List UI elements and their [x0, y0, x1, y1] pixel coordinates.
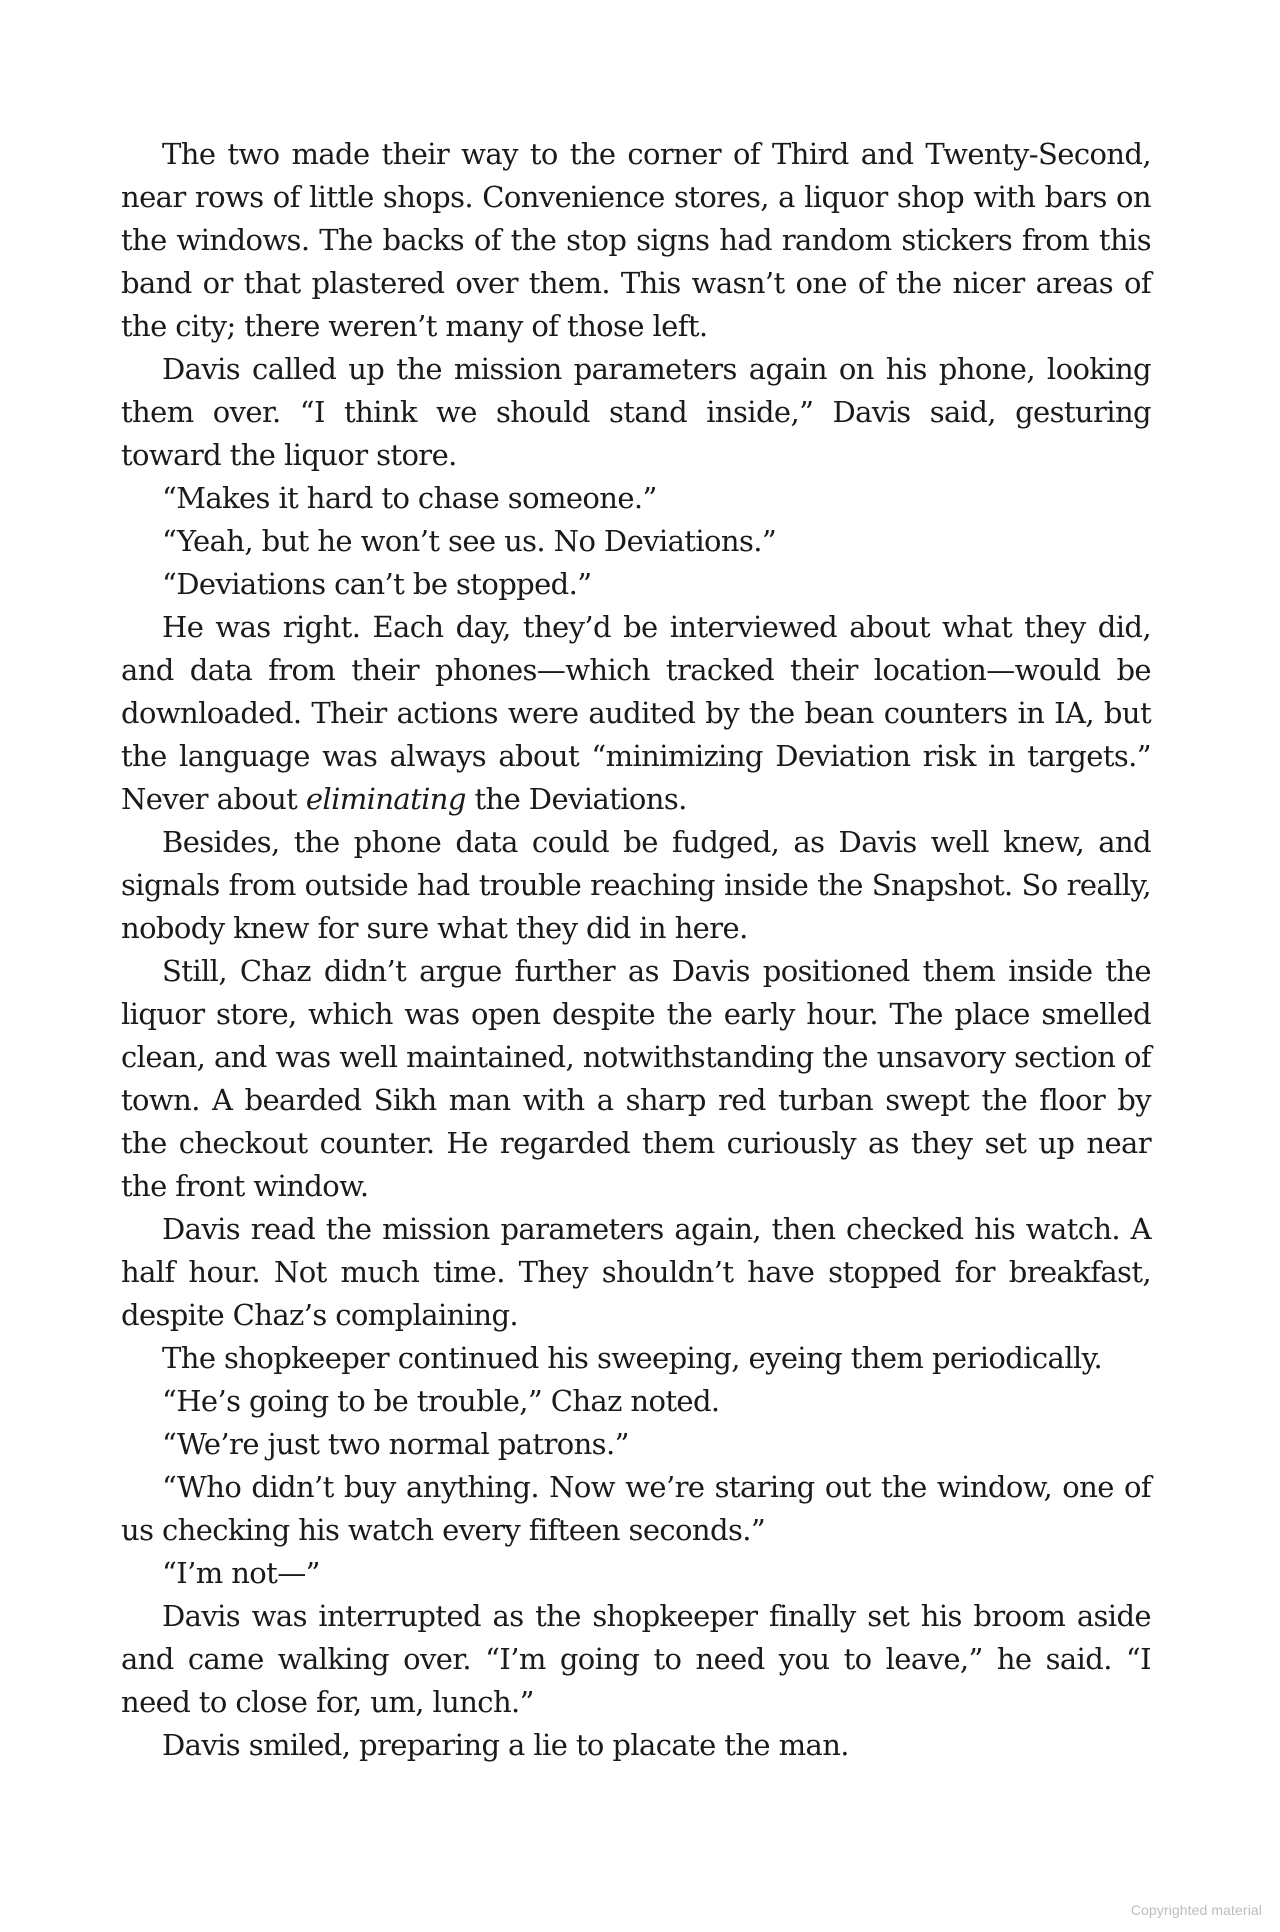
paragraph: Davis called up the mission parameters again on his phone, looking them over. “I think we should stand inside,” Davis said, gesturing toward the liquor store. [121, 352, 1151, 472]
body-text [121, 133, 1151, 1767]
paragraph: The shopkeeper continued his sweeping, eyeing them periodically. [162, 1341, 1103, 1375]
copyright-notice: Copyrighted material [1130, 1902, 1262, 1918]
paragraph-text: the Deviations. [465, 782, 687, 816]
paragraph: The two made their way to the corner of Third and Twenty-Second, near rows of little shops. Convenience stores, a liquor shop with bars on the windows. The backs of the stop signs had random stickers from this band or that plastered over them. This wasn’t one of the nicer areas of the city; there weren’t many of those left. [121, 137, 1151, 343]
paragraph: “Makes it hard to chase someone.” [162, 481, 657, 515]
paragraph: “Deviations can’t be stopped.” [162, 567, 592, 601]
paragraph: Still, Chaz didn’t argue further as Davis positioned them inside the liquor store, which was open despite the early hour. The place smelled clean, and was well maintained, notwithstanding the unsavory section of town. A bearded Sikh man with a sharp red turban swept the floor by the checkout counter. He regarded them curiously as they set up near the front window. [121, 954, 1151, 1203]
paragraph: Davis read the mission parameters again, then checked his watch. A half hour. Not much time. They shouldn’t have stopped for breakfast, despite Chaz’s complaining. [121, 1212, 1151, 1332]
paragraph: “I’m not—” [162, 1556, 320, 1590]
paragraph: “Yeah, but he won’t see us. No Deviations.” [162, 524, 777, 558]
paragraph-text: He was right. Each day, they’d be interviewed about what they did, and data from their phones—which tracked their location—would be downloaded. Their actions were audited by the bean counters in IA, but the language was always about “minimizing Deviation risk in targets.” Never about [121, 610, 1151, 816]
paragraph: Davis was interrupted as the shopkeeper finally set his broom aside and came walking over. “I’m going to need you to leave,” he said. “I need to close for, um, lunch.” [121, 1599, 1151, 1719]
paragraph: Davis smiled, preparing a lie to placate the man. [162, 1728, 849, 1762]
emphasized-word: eliminating [305, 782, 466, 816]
paragraph: “He’s going to be trouble,” Chaz noted. [162, 1384, 720, 1418]
paragraph: Besides, the phone data could be fudged, as Davis well knew, and signals from outside had trouble reaching inside the Snapshot. So really, nobody knew for sure what they did in here. [121, 825, 1151, 945]
paragraph: “We’re just two normal patrons.” [162, 1427, 629, 1461]
paragraph [121, 606, 1151, 821]
paragraph: “Who didn’t buy anything. Now we’re staring out the window, one of us checking his watch every fifteen seconds.” [121, 1470, 1151, 1547]
